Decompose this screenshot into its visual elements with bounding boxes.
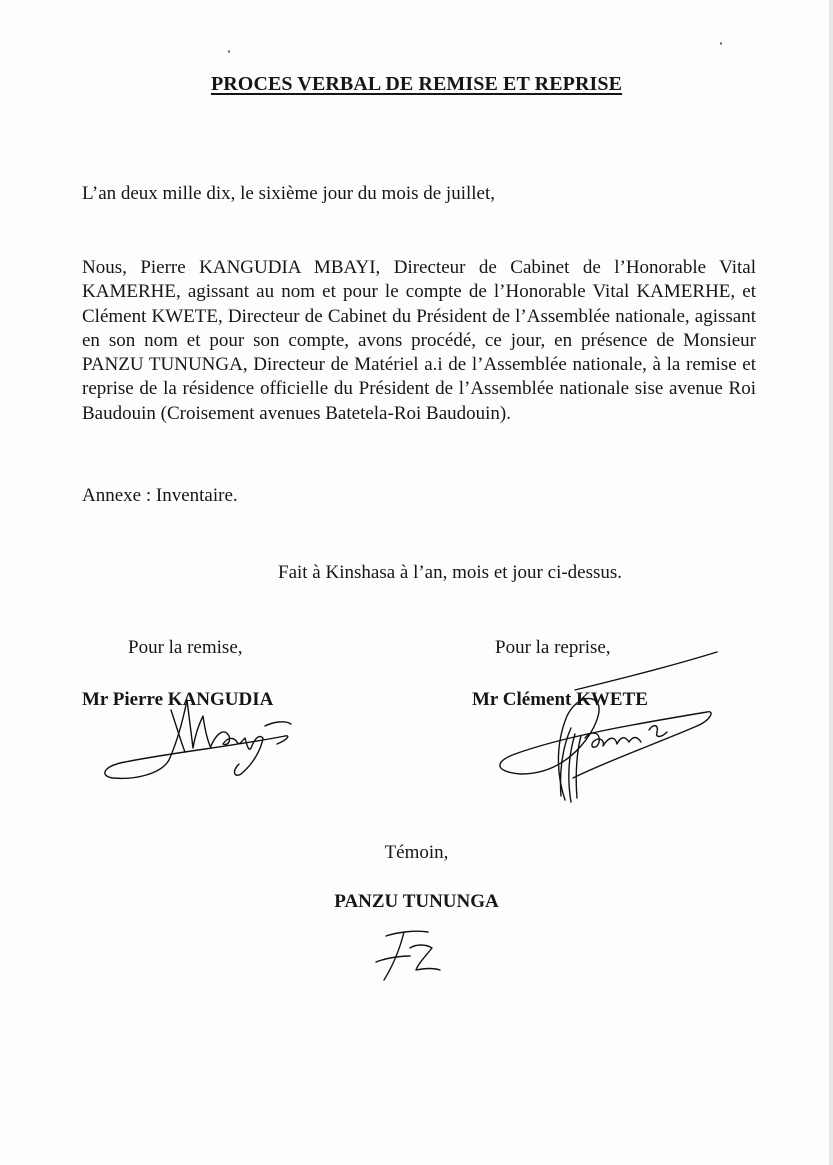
page-edge: [829, 0, 833, 1165]
speck: [228, 50, 230, 53]
witness-label: Témoin,: [384, 842, 449, 863]
witness-name: PANZU TUNUNGA: [334, 891, 499, 912]
speck: [720, 42, 722, 45]
document-title: PROCES VERBAL DE REMISE ET REPRISE: [210, 73, 623, 95]
remise-label: Pour la remise,: [128, 637, 243, 658]
remise-signatory-name: Mr Pierre KANGUDIA: [82, 689, 274, 710]
annex-line: Annexe : Inventaire.: [82, 485, 238, 506]
reprise-label: Pour la reprise,: [495, 637, 611, 658]
reprise-signatory-name: Mr Clément KWETE: [472, 689, 648, 710]
body-paragraph: Nous, Pierre KANGUDIA MBAYI, Directeur de Cabinet de l’Honorable Vital KAMERHE, agissant au nom et pour le compte de l’Honorable Vital KAMERHE, et Clément KWETE, Directeur de Cabinet du Président de l’Assemblée nationale, agissant en son nom et pour son compte, avons procédé, ce jour, en présence de Monsieur PANZU TUNUNGA, Directeur de Matériel a.i de l’Assemblée nationale, à la remise et reprise de la résidence officielle du Président de l’Assemblée nationale sise avenue Roi Baudouin (Croisement avenues Batetela-Roi Baudouin).: [82, 257, 756, 424]
intro-line: L’an deux mille dix, le sixième jour du mois de juillet,: [82, 183, 496, 204]
signature-right: [485, 650, 725, 820]
signature-left: [95, 680, 305, 790]
signature-witness: [370, 918, 450, 988]
place-date-line: Fait à Kinshasa à l’an, mois et jour ci-dessus.: [278, 562, 623, 583]
